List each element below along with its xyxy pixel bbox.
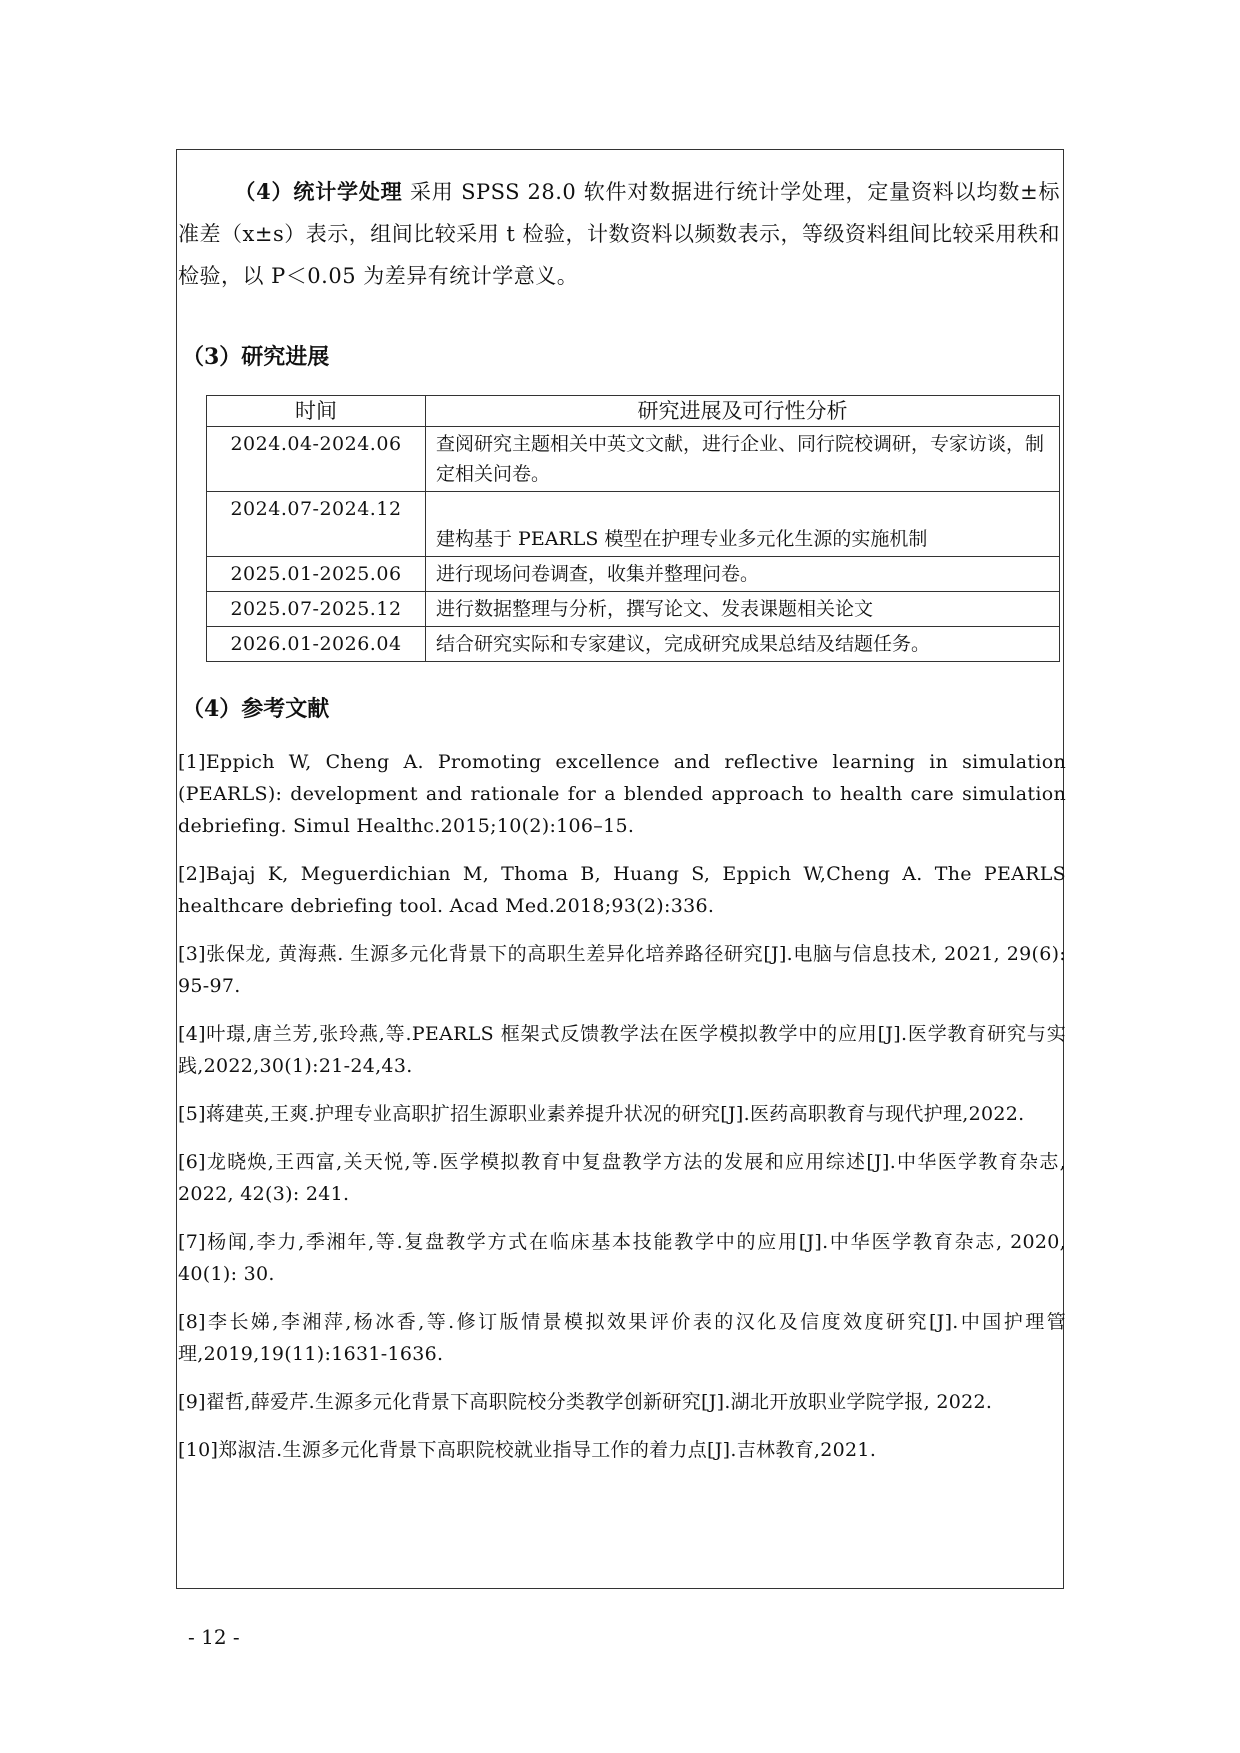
table-cell-desc: 进行现场问卷调查，收集并整理问卷。	[426, 557, 1060, 592]
reference-item: [6]龙晓焕,王西富,关天悦,等.医学模拟教育中复盘教学方法的发展和应用综述[J].中华医学教育杂志, 2022, 42(3): 241.	[178, 1151, 1066, 1205]
reference-item: [7]杨闻,李力,季湘年,等.复盘教学方式在临床基本技能教学中的应用[J].中华医学教育杂志, 2020, 40(1): 30.	[178, 1231, 1066, 1285]
reference-item: [2]Bajaj K, Meguerdichian M, Thoma B, Huang S, Eppich W,Cheng A. The PEARLS healthcare debriefing tool. Acad Med.2018;93(2):336.	[178, 863, 1066, 917]
reference-item: [9]翟哲,薛爱芹.生源多元化背景下高职院校分类教学创新研究[J].湖北开放职业学院学报, 2022.	[178, 1391, 993, 1413]
progress-table	[206, 395, 1060, 662]
reference-item: [10]郑淑洁.生源多元化背景下高职院校就业指导工作的着力点[J].吉林教育,2021.	[178, 1439, 877, 1461]
table-cell-desc: 建构基于 PEARLS 模型在护理专业多元化生源的实施机制	[426, 492, 1060, 557]
table-cell-time: 2024.07-2024.12	[207, 492, 426, 557]
table-cell-time: 2025.07-2025.12	[207, 592, 426, 627]
table-row	[207, 492, 1060, 557]
table-header-row	[207, 396, 1060, 427]
page-number: - 12 -	[188, 1625, 240, 1649]
reference-item: [8]李长娣,李湘萍,杨冰香,等.修订版情景模拟效果评价表的汉化及信度效度研究[J].中国护理管理,2019,19(11):1631-1636.	[178, 1311, 1066, 1365]
statistics-text: 采用 SPSS 28.0 软件对数据进行统计学处理，定量资料以均数±标准差（x±s）表示，组间比较采用 t 检验，计数资料以频数表示，等级资料组间比较采用秩和检验，以 P＜0.05 为差异有统计学意义。	[178, 180, 1061, 288]
progress-heading: （3）研究进展	[182, 344, 330, 370]
reference-item: [5]蒋建英,王爽.护理专业高职扩招生源职业素养提升状况的研究[J].医药高职教育与现代护理,2022.	[178, 1103, 1025, 1125]
table-row	[207, 592, 1060, 627]
table-cell-desc: 查阅研究主题相关中英文文献，进行企业、同行院校调研，专家访谈，制定相关问卷。	[426, 427, 1060, 492]
table-row	[207, 427, 1060, 492]
table-header-time: 时间	[207, 396, 426, 427]
table-cell-desc: 进行数据整理与分析，撰写论文、发表课题相关论文	[426, 592, 1060, 627]
statistics-paragraph	[178, 171, 1060, 297]
reference-item: [4]叶璟,唐兰芳,张玲燕,等.PEARLS 框架式反馈教学法在医学模拟教学中的应用[J].医学教育研究与实践,2022,30(1):21-24,43.	[178, 1023, 1066, 1077]
table-row	[207, 557, 1060, 592]
table-cell-time: 2024.04-2024.06	[207, 427, 426, 492]
reference-item: [1]Eppich W, Cheng A. Promoting excellence and reflective learning in simulation (PEARLS): development and rationale for a blended approach to health care simulation debriefing. Simul Healthc.2015;10(2):106–15.	[178, 751, 1066, 837]
references-heading: （4）参考文献	[182, 696, 330, 722]
table-header-progress: 研究进展及可行性分析	[426, 396, 1060, 427]
table-cell-desc: 结合研究实际和专家建议，完成研究成果总结及结题任务。	[426, 627, 1060, 662]
table-cell-time: 2025.01-2025.06	[207, 557, 426, 592]
reference-list	[178, 746, 1066, 1482]
table-row	[207, 627, 1060, 662]
statistics-label: （4）统计学处理	[234, 179, 403, 204]
reference-item: [3]张保龙, 黄海燕. 生源多元化背景下的高职生差异化培养路径研究[J].电脑与信息技术, 2021, 29(6): 95-97.	[178, 943, 1066, 997]
table-cell-time: 2026.01-2026.04	[207, 627, 426, 662]
